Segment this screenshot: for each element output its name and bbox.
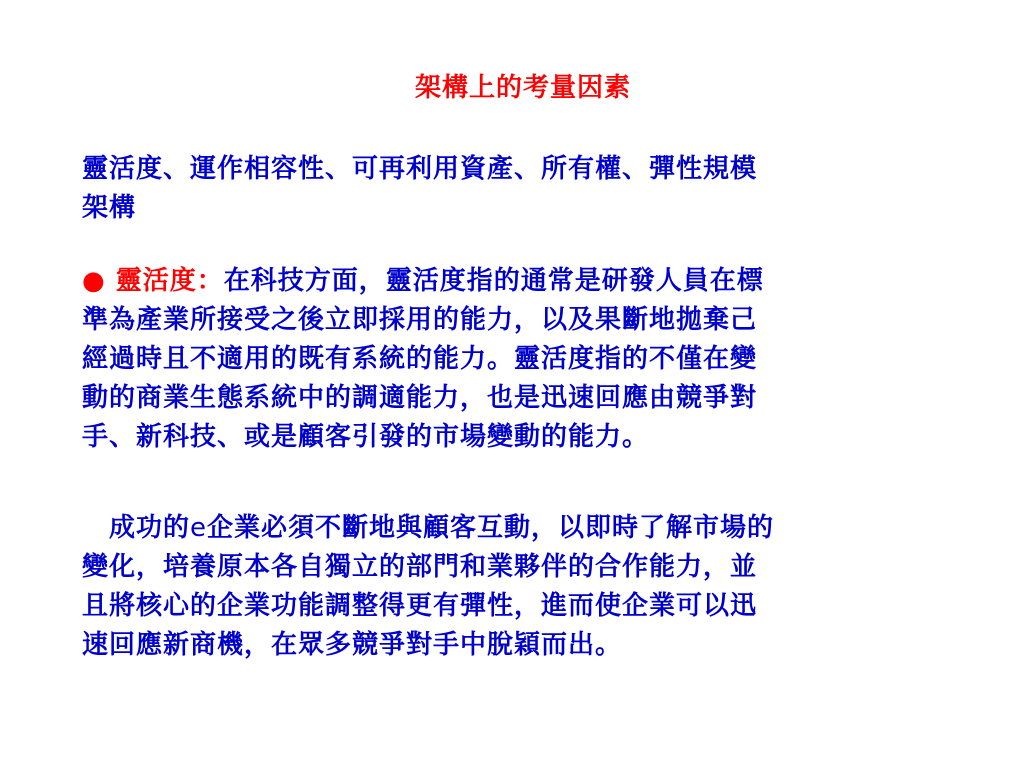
bullet-icon: ● [82, 266, 106, 296]
success-text: 企業必須不斷地與顧客互動，以即時了解市場的 [207, 513, 775, 543]
flexibility-first-line [82, 262, 938, 301]
success-line: 且將核心的企業功能調整得更有彈性，進而使企業可以迅 [82, 591, 758, 621]
considerations-line: 靈活度、運作相容性、可再利用資產、所有權、彈性規模 [82, 154, 758, 184]
considerations-line: 架構 [82, 193, 137, 223]
flexibility-paragraph [82, 262, 938, 457]
flexibility-line: 準為產業所接受之後立即採用的能力，以及果斷地拋棄己 [82, 305, 758, 335]
slide-title: 架構上的考量因素 [414, 73, 631, 103]
success-first-line [82, 509, 962, 548]
flexibility-line: 經過時且不適用的既有系統的能力。靈活度指的不僅在變 [82, 344, 758, 374]
flexibility-line: 動的商業生態系統中的調適能力，也是迅速回應由競爭對 [82, 383, 758, 413]
success-line: 速回應新商機，在眾多競爭對手中脫穎而出。 [82, 630, 623, 660]
success-lead: 成功的 [109, 513, 191, 543]
flexibility-term: 靈活度： [115, 266, 224, 296]
success-paragraph [82, 509, 962, 665]
success-line: 變化，培養原本各自獨立的部門和業夥伴的合作能力，並 [82, 552, 758, 582]
flexibility-line: 手、新科技、或是顧客引發的市場變動的能力。 [82, 422, 650, 452]
considerations-list [82, 150, 942, 228]
e-letter: e [190, 513, 208, 543]
flexibility-text: 在科技方面，靈活度指的通常是研發人員在標 [223, 266, 764, 296]
